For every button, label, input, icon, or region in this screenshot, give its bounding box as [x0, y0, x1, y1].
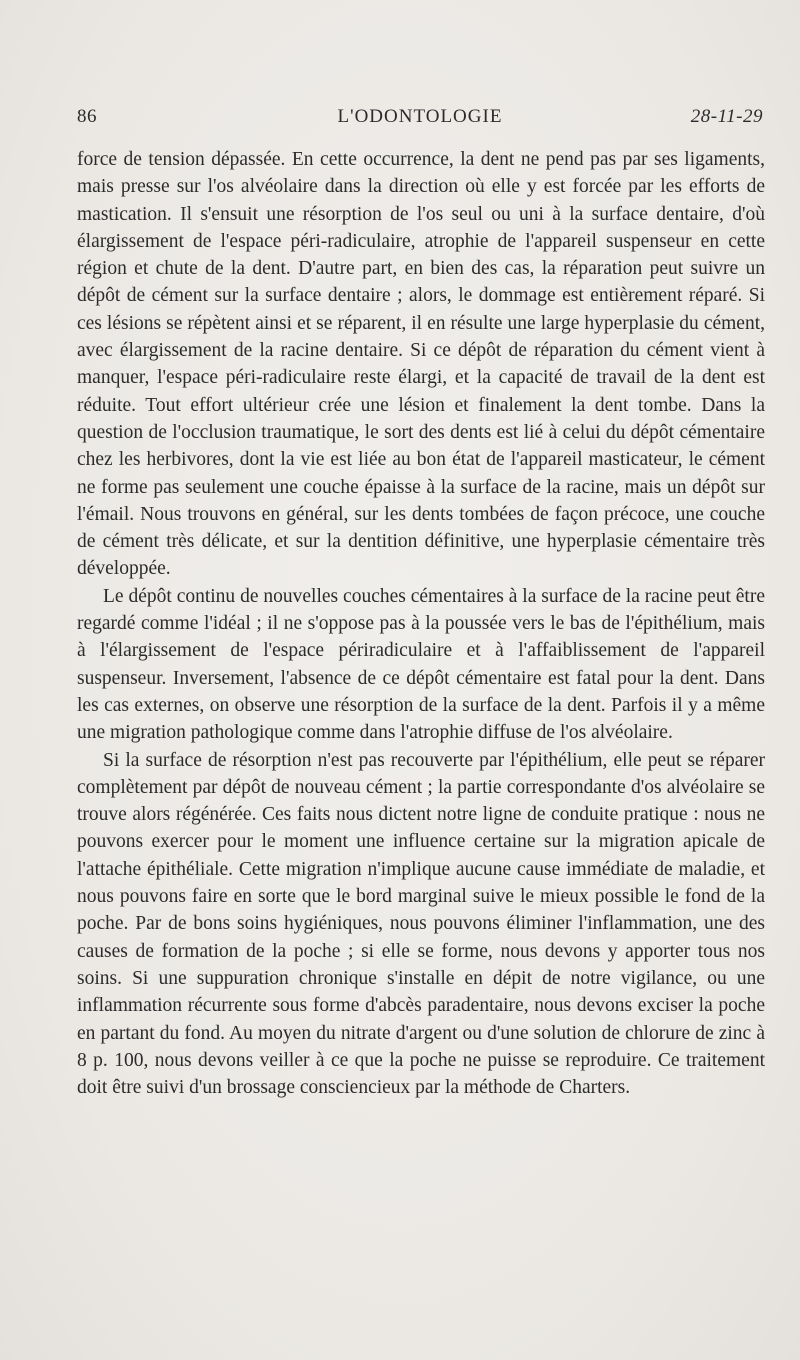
journal-title: L'ODONTOLOGIE: [337, 106, 503, 127]
paragraph: Si la surface de résorption n'est pas recouverte par l'épithélium, elle peut se réparer complètement par dépôt de nouveau cément ; la partie correspondante d'os alvéolaire se trouve alors régénérée. Ces faits nous dictent notre ligne de conduite pratique : nous ne pouvons exercer pour le moment une influence certaine sur la migration apicale de l'attache épithéliale. Cette migration n'implique aucune cause immédiate de maladie, et nous pouvons faire en sorte que le bord marginal suive le mieux possible le fond de la poche. Par de bons soins hygiéniques, nous pouvons éliminer l'inflammation, une des causes de formation de la poche ; si elle se forme, nous devons y apporter tous nos soins. Si une suppuration chronique s'installe en dépit de notre vigilance, ou une inflammation récurrente sous forme d'abcès paradentaire, nous devons exciser la poche en partant du fond. Au moyen du nitrate d'argent ou d'une solution de chlorure de zinc à 8 p. 100, nous devons veiller à ce que la poche ne puisse se reproduire. Ce traitement doit être suivi d'un brossage consciencieux par la méthode de Charters.: [77, 749, 765, 1099]
body-text: [77, 146, 765, 1101]
issue-date: 28-11-29: [690, 106, 763, 127]
running-header: [77, 106, 763, 132]
paragraph: Le dépôt continu de nouvelles couches cémentaires à la surface de la racine peut être regardé comme l'idéal ; il ne s'oppose pas à la poussée vers le bas de l'épithélium, mais à l'élargissement de l'espace périradiculaire et à l'affaiblissement de l'appareil suspenseur. Inversement, l'absence de ce dépôt cémentaire est fatal pour la dent. Dans les cas externes, on observe une résorption de la surface de la dent. Parfois il y a même une migration pathologique comme dans l'atrophie diffuse de l'os alvéolaire.: [77, 585, 765, 744]
paragraph-continuation: force de tension dépassée. En cette occurrence, la dent ne pend pas par ses ligaments, mais presse sur l'os alvéolaire dans la direction où elle y est forcée par les efforts de mastication. Il s'ensuit une résorption de l'os seul ou uni à la surface dentaire, d'où élargissement de l'espace péri-radiculaire, atrophie de l'appareil suspenseur en cette région et chute de la dent. D'autre part, en bien des cas, la réparation peut suivre un dépôt de cément sur la surface dentaire ; alors, le dommage est entièrement réparé. Si ces lésions se répètent ainsi et se réparent, il en résulte une large hyperplasie du cément, avec élargissement de la racine dentaire. Si ce dépôt de réparation du cément vient à manquer, l'espace péri-radiculaire reste élargi, et la capacité de travail de la dent est réduite. Tout effort ultérieur crée une lésion et finalement la dent tombe. Dans la question de l'occlusion traumatique, le sort des dents est lié à celui du dépôt cémentaire chez les herbivores, dont la vie est liée au bon état de l'appareil masticateur, le cément ne forme pas seulement une couche épaisse à la surface de la racine, mais un dépôt sur l'émail. Nous trouvons en général, sur les dents tombées de façon précoce, une couche de cément très délicate, et sur la dentition définitive, une hyperplasie cémentaire très développée.: [77, 149, 765, 580]
page-number: 86: [77, 106, 97, 127]
